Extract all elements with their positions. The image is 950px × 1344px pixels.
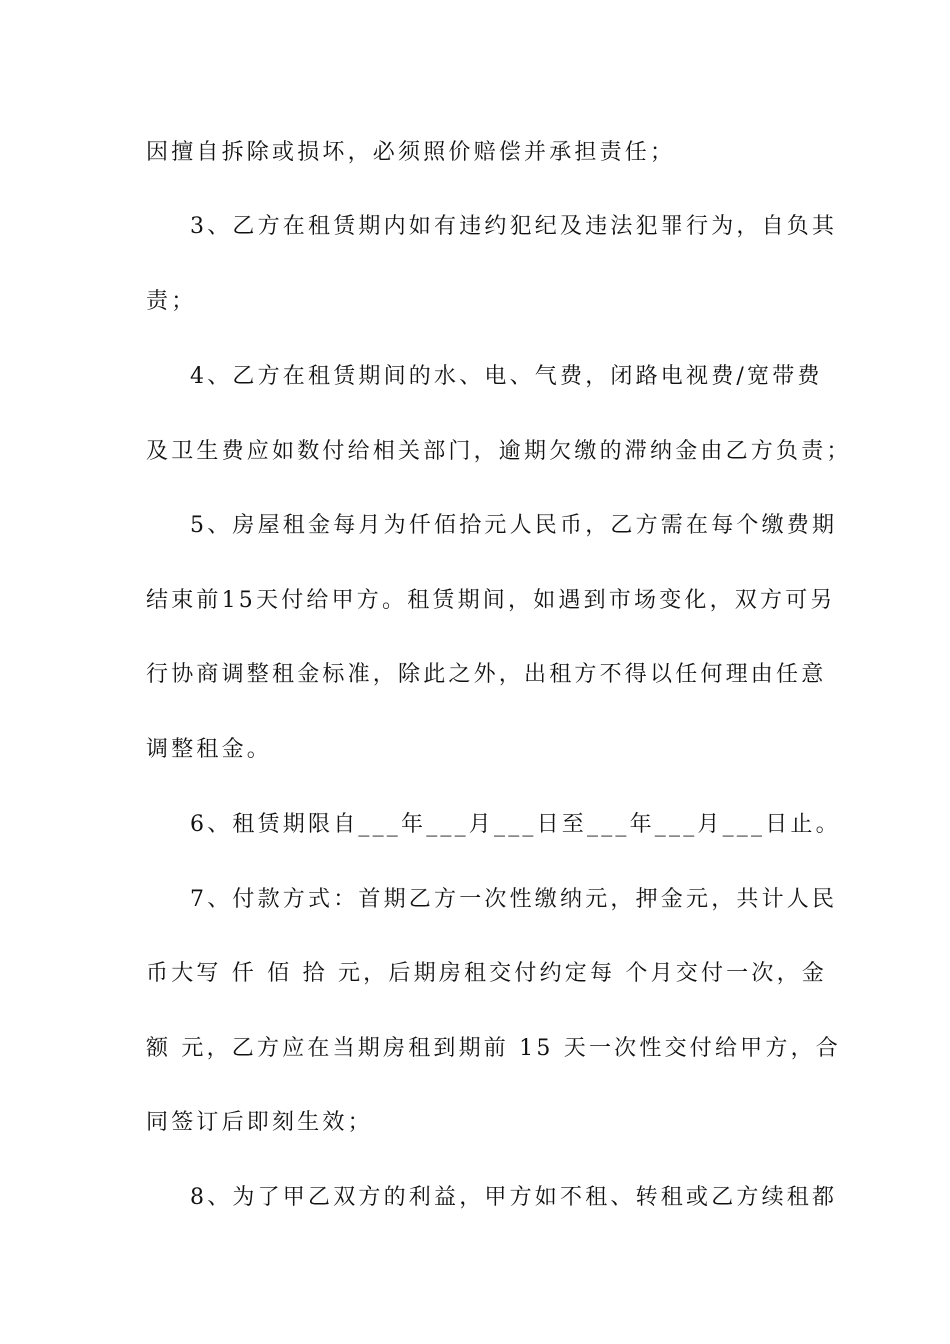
text-line-2: 3、乙方在租赁期内如有违约犯纪及违法犯罪行为，自负其 bbox=[190, 214, 838, 239]
text-line-9: 调整租金。 bbox=[146, 737, 273, 762]
text-line-6: 5、房屋租金每月为仟佰拾元人民币，乙方需在每个缴费期 bbox=[190, 513, 838, 538]
text-line-14: 同签订后即刻生效； bbox=[146, 1110, 373, 1135]
text-line-7: 结束前15天付给甲方。租赁期间，如遇到市场变化，双方可另 bbox=[146, 588, 836, 613]
text-line-1: 因擅自拆除或损坏，必须照价赔偿并承担责任； bbox=[146, 140, 676, 165]
text-line-10: 6、租赁期限自___年___月___日至___年___月___日止。 bbox=[190, 812, 841, 837]
text-line-5: 及卫生费应如数付给相关部门，逾期欠缴的滞纳金由乙方负责； bbox=[146, 439, 852, 464]
text-line-12: 币大写 仟 佰 拾 元，后期房租交付约定每 个月交付一次，金 bbox=[146, 961, 827, 986]
text-line-3: 责； bbox=[146, 289, 197, 314]
text-line-4: 4、乙方在租赁期间的水、电、气费，闭路电视费/宽带费 bbox=[190, 364, 823, 389]
text-line-8: 行协商调整租金标准，除此之外，出租方不得以任何理由任意 bbox=[146, 662, 827, 687]
text-line-13: 额 元，乙方应在当期房租到期前 15 天一次性交付给甲方，合 bbox=[146, 1036, 841, 1061]
text-line-11: 7、付款方式：首期乙方一次性缴纳元，押金元，共计人民 bbox=[190, 887, 838, 912]
text-line-15: 8、为了甲乙双方的利益，甲方如不租、转租或乙方续租都 bbox=[190, 1185, 838, 1210]
